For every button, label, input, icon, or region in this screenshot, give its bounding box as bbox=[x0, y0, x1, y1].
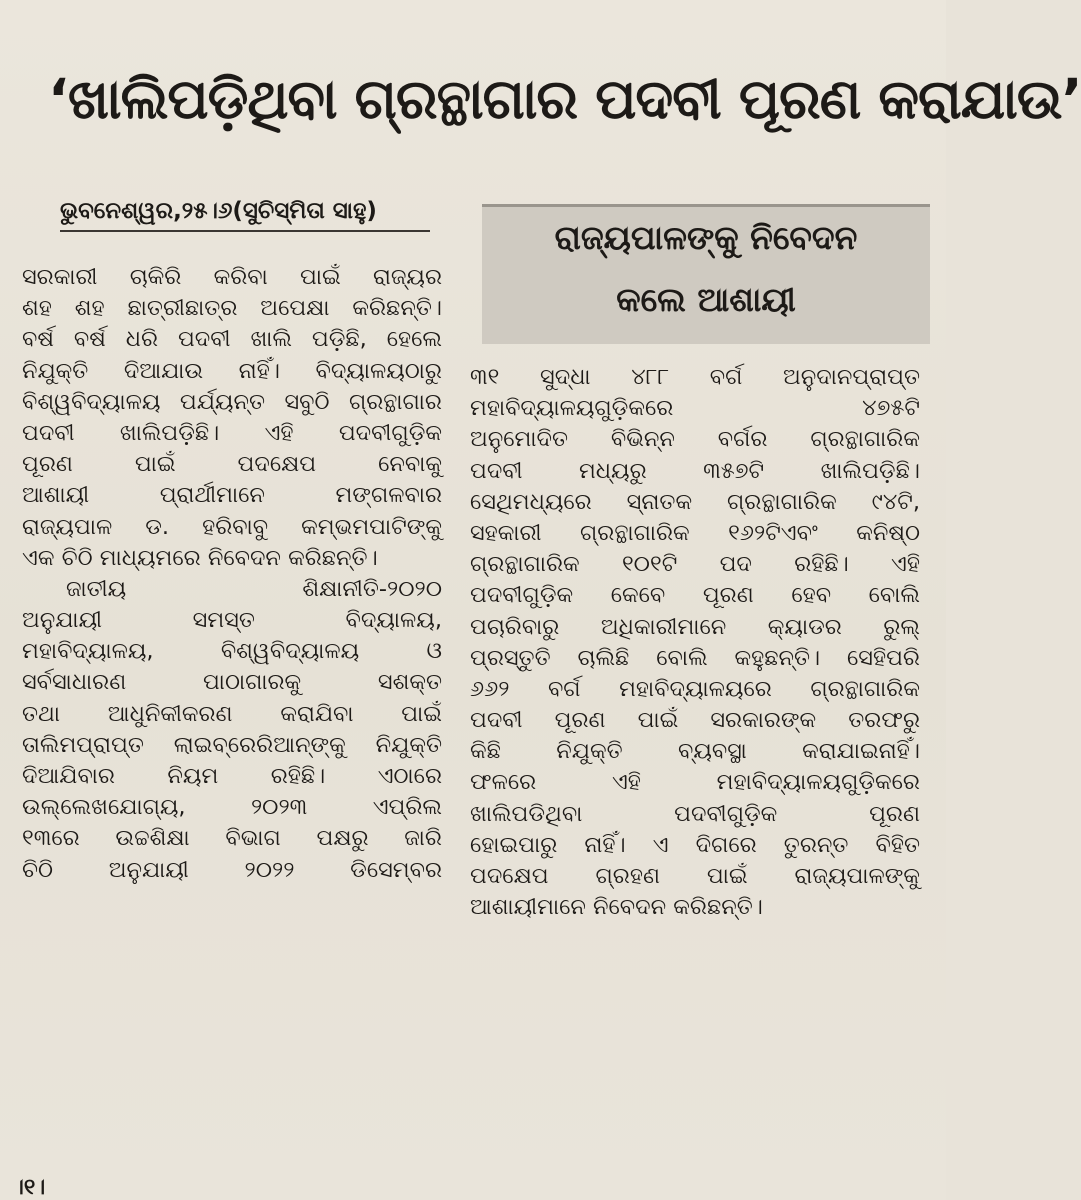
article-line: ପଦବୀ ମଧ୍ୟରୁ ୩୫୭ଟି ଖାଲିପଡ଼ିଛି। bbox=[470, 457, 920, 484]
article-line: ଶହ ଶହ ଛାତ୍ରୀଛାତ୍ର ଅପେକ୍ଷା କରିଛନ୍ତି। bbox=[22, 295, 442, 322]
article-line: ପଚାରିବାରୁ ଅଧିକାରୀମାନେ କ୍ୟାଡର ରୁଲ୍ bbox=[470, 613, 920, 640]
article-line: ମହାବିଦ୍ୟାଳୟ, ବିଶ୍ୱବିଦ୍ୟାଳୟ ଓ bbox=[22, 638, 442, 665]
article-line: ସହକାରୀ ଗ୍ରନ୍ଥାଗାରିକ ୧୬୨ଟିଏବଂ କନିଷ୍ଠ bbox=[470, 519, 920, 546]
subhead-line-2: କଲେ ଆଶାୟୀ bbox=[616, 280, 796, 319]
article-line: ପୂରଣ ପାଇଁ ପଦକ୍ଷେପ ନେବାକୁ bbox=[22, 451, 442, 478]
article-line: ନିଯୁକ୍ତି ଦିଆଯାଉ ନାହିଁ। ବିଦ୍ୟାଳୟଠାରୁ bbox=[22, 357, 442, 384]
article-line: ୩୧ ସୁଦ୍ଧା ୪୮୮ ବର୍ଗ ଅନୁଦାନପ୍ରାପ୍ତ bbox=[470, 364, 920, 390]
article-right-column bbox=[470, 362, 920, 923]
article-line: ଆଶାୟୀମାନେ ନିବେଦନ କରିଛନ୍ତି। bbox=[470, 894, 763, 921]
subhead-box bbox=[482, 204, 930, 344]
article-line: ଆଶାୟୀ ପ୍ରାର୍ଥୀମାନେ ମଙ୍ଗଳବାର bbox=[22, 482, 442, 509]
article-line: ସର୍ବସାଧାରଣ ପାଠାଗାରକୁ ସଶକ୍ତ bbox=[22, 669, 442, 696]
article-line: ପଦବୀ ଖାଲିପଡ଼ିଛି। ଏହି ପଦବୀଗୁଡ଼ିକ bbox=[22, 419, 442, 446]
article-line: ପଦବୀଗୁଡ଼ିକ କେବେ ପୂରଣ ହେବ ବୋଲି bbox=[470, 582, 920, 609]
article-left-column bbox=[22, 262, 442, 886]
article-line: ଅନୁଯାୟୀ ସମସ୍ତ ବିଦ୍ୟାଳୟ, bbox=[22, 607, 442, 634]
article-line: ସେଥିମଧ୍ୟରେ ସ୍ନାତକ ଗ୍ରନ୍ଥାଗାରିକ ୯୪ଟି, bbox=[470, 488, 920, 515]
article-line: ପ୍ରସ୍ତୁତି ଚାଲିଛି ବୋଲି କହୁଛନ୍ତି। ସେହିପରି bbox=[470, 644, 920, 671]
subhead-line-1: ରାଜ୍ୟପାଳଙ୍କୁ ନିବେଦନ bbox=[554, 218, 858, 257]
headline: ‘ଖାଲିପଡ଼ିଥିବା ଗ୍ରନ୍ଥାଗାର ପଦବୀ ପୂରଣ କରାଯାଉ’ bbox=[48, 67, 1081, 131]
article-line: ୧୩ରେ ଉଚ୍ଚଶିକ୍ଷା ବିଭାଗ ପକ୍ଷରୁ ଜାରି bbox=[22, 825, 442, 852]
dateline: ଭୁବନେଶ୍ୱର,୨୫।୬(ସୁଚିସ୍ମିତା ସାହୁ) bbox=[60, 192, 430, 232]
article-line: ବର୍ଷ ବର୍ଷ ଧରି ପଦବୀ ଖାଲି ପଡ଼ିଛି, ହେଲେ bbox=[22, 326, 442, 353]
page-fragment-mark: ।୧। bbox=[14, 1175, 46, 1200]
article-line: ତାଲିମପ୍ରାପ୍ତ ଲାଇବ୍ରେରିଆନ୍‌ଙ୍କୁ ନିଯୁକ୍ତି bbox=[22, 731, 442, 758]
article-line: ଚିଠି ଅନୁଯାୟୀ ୨୦୨୨ ଡିସେମ୍ବର bbox=[22, 856, 442, 883]
article-line: କିଛି ନିଯୁକ୍ତି ବ୍ୟବସ୍ଥା କରାଯାଇନାହିଁ। bbox=[470, 738, 920, 765]
article-line: ପଦବୀ ପୂରଣ ପାଇଁ ସରକାରଙ୍କ ତରଫରୁ bbox=[470, 707, 920, 734]
article-line: ମହାବିଦ୍ୟାଳୟଗୁଡ଼ିକରେ ୪୭୫ଟି bbox=[470, 395, 920, 422]
article-line: ହୋଇପାରୁ ନାହିଁ। ଏ ଦିଗରେ ତୁରନ୍ତ ବିହିତ bbox=[470, 831, 920, 858]
article-line: ପଦକ୍ଷେପ ଗ୍ରହଣ ପାଇଁ ରାଜ୍ୟପାଳଙ୍କୁ bbox=[470, 863, 920, 889]
article-line: ୬୬୨ ବର୍ଗ ମହାବିଦ୍ୟାଳୟରେ ଗ୍ରନ୍ଥାଗାରିକ bbox=[470, 675, 920, 702]
article-line: ବିଶ୍ୱବିଦ୍ୟାଳୟ ପର୍ଯ୍ୟନ୍ତ ସବୁଠି ଗ୍ରନ୍ଥାଗାର bbox=[22, 388, 442, 415]
article-line: ଗ୍ରନ୍ଥାଗାରିକ ୧୦୧ଟି ପଦ ରହିଛି। ଏହି bbox=[470, 551, 920, 578]
article-line: ଖାଲିପଡିଥିବା ପଦବୀଗୁଡ଼ିକ ପୂରଣ bbox=[470, 800, 920, 827]
article-line: ରାଜ୍ୟପାଳ ଡ. ହରିବାବୁ କମ୍ଭମପାଟିଙ୍କୁ bbox=[22, 513, 442, 540]
article-line: ଅନୁମୋଦିତ ବିଭିନ୍ନ ବର୍ଗର ଗ୍ରନ୍ଥାଗାରିକ bbox=[470, 426, 920, 453]
article-line: ଉଲ୍ଲେଖଯୋଗ୍ୟ, ୨୦୨୩ ଏପ୍ରିଲ bbox=[22, 794, 442, 821]
article-line: ଏକ ଚିଠି ମାଧ୍ୟମରେ ନିବେଦନ କରିଛନ୍ତି। bbox=[22, 544, 378, 571]
article-line: ତଥା ଆଧୁନିକୀକରଣ କରାଯିବା ପାଇଁ bbox=[22, 700, 442, 727]
article-line: ସରକାରୀ ଚାକିରି କରିବା ପାଇଁ ରାଜ୍ୟର bbox=[22, 264, 442, 290]
article-line: ଦିଆଯିବାର ନିୟମ ରହିଛି। ଏଠାରେ bbox=[22, 763, 442, 789]
article-line: ଫଳରେ ଏହି ମହାବିଦ୍ୟାଳୟଗୁଡ଼ିକରେ bbox=[470, 769, 920, 796]
article-line: ଜାତୀୟ ଶିକ୍ଷାନୀତି-୨୦୨୦ bbox=[66, 575, 442, 602]
